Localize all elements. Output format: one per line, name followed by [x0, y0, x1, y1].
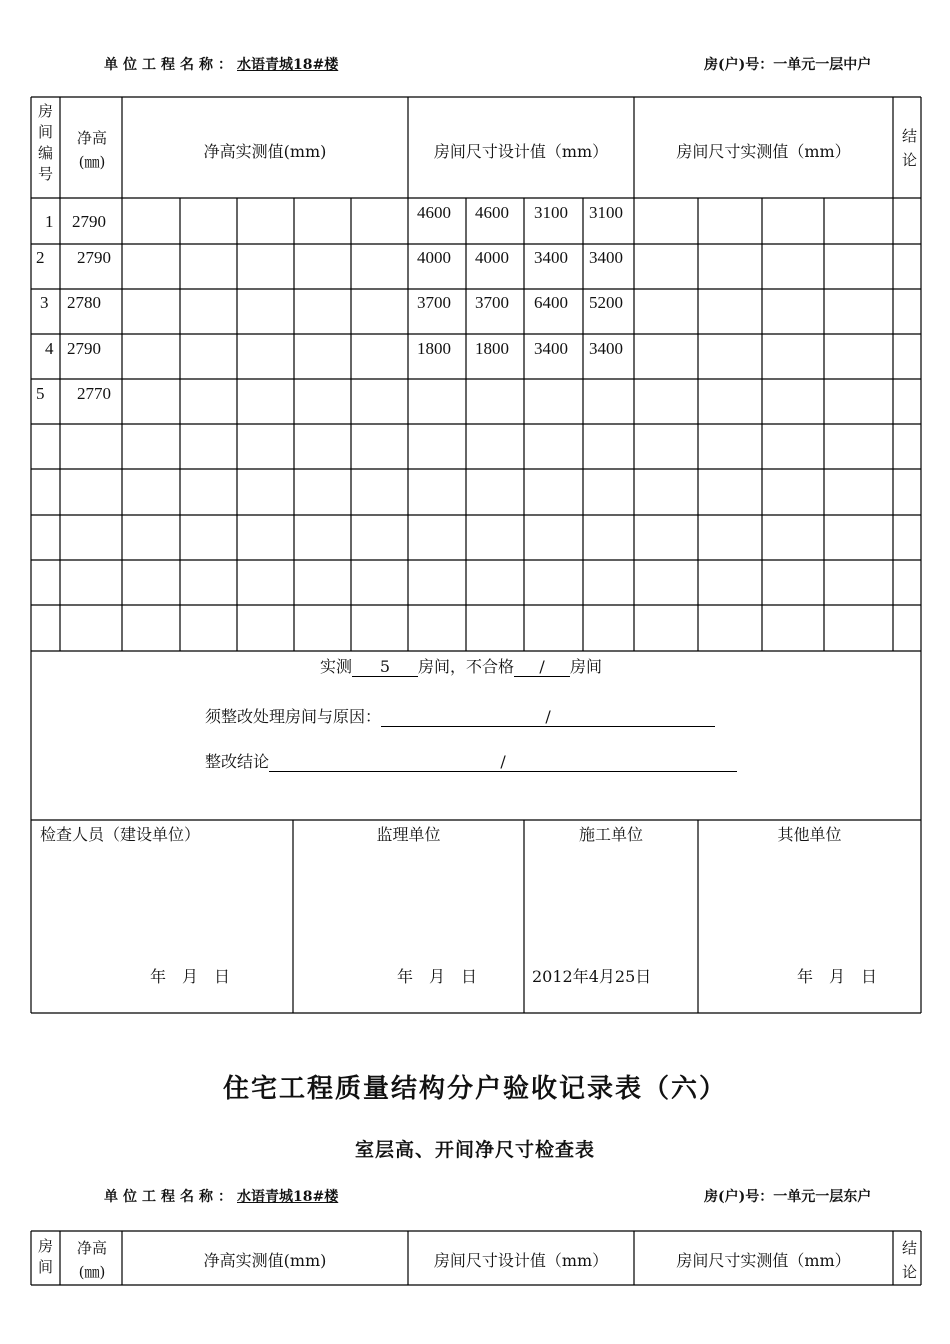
- rectify-line: [205, 704, 715, 727]
- design-value: 3100: [534, 203, 568, 222]
- room-no: 4: [45, 339, 54, 358]
- conclusion-value: /: [269, 752, 737, 772]
- table2-grid: [0, 1225, 950, 1344]
- design-value: 1800: [417, 339, 451, 358]
- table2-col-design-size-header: 房间尺寸设计值（mm）: [433, 1251, 609, 1270]
- col-net-height-unit-text: ㎜): [84, 1263, 106, 1281]
- supervisor-label: 监理单位: [376, 825, 441, 844]
- measured-mid: 房间，不合格: [418, 657, 515, 676]
- design-value: 3700: [475, 293, 509, 312]
- net-height: 2780: [67, 293, 101, 312]
- project-name-value: 水语青城18#楼: [237, 57, 339, 73]
- unit-number-value: 一单元一层东户: [773, 1189, 872, 1205]
- room-no: 1: [45, 212, 54, 231]
- constructor-date: 2012年4月25日: [532, 967, 652, 986]
- net-height: 2790: [72, 212, 106, 231]
- col-room-number-char: 号: [38, 165, 54, 183]
- col-room-number-char: 间: [38, 123, 54, 141]
- conclusion-line: [205, 749, 737, 772]
- room-no: 5: [36, 384, 45, 403]
- col-room-number-header: [38, 101, 53, 185]
- col-conclusion-char: 论: [902, 1263, 918, 1281]
- col-net-height-title: 净高: [76, 129, 107, 147]
- design-value: 3400: [589, 339, 623, 358]
- design-value: 4600: [417, 203, 451, 222]
- design-value: 6400: [534, 293, 568, 312]
- col-room-number-char: 房: [38, 102, 54, 120]
- col-net-height-header: [72, 126, 112, 174]
- page-title: 住宅工程质量结构分户验收记录表（六）: [222, 1074, 727, 1104]
- rectify-label: 须整改处理房间与原因：: [205, 707, 382, 726]
- col-measured-height-header: 净高实测值(mm): [203, 142, 327, 161]
- col-room-number-char: 编: [38, 144, 54, 162]
- col-conclusion-char: 结: [902, 1239, 918, 1257]
- room-no: 3: [40, 293, 49, 312]
- col-net-height-unit: (㎜): [78, 153, 106, 171]
- constructor-label: 施工单位: [578, 825, 643, 844]
- project-name-label: 单位工程名称：: [104, 1189, 237, 1205]
- project-name-label: 单位工程名称：: [104, 57, 237, 73]
- design-value: 3400: [589, 248, 623, 267]
- net-height: 2790: [67, 339, 101, 358]
- net-height: 2770: [77, 384, 111, 403]
- measured-suffix: 房间: [570, 657, 603, 676]
- inspector-label: 检查人员（建设单位）: [40, 825, 201, 844]
- project-name-value: 水语青城18#楼: [237, 1189, 339, 1205]
- design-value: 3700: [417, 293, 451, 312]
- col-room-number-char: 房: [38, 1237, 54, 1255]
- table2-col-conclusion-header: [902, 1236, 917, 1284]
- table2-col-actual-size-header: 房间尺寸实测值（mm）: [676, 1251, 851, 1270]
- col-conclusion-header: [902, 124, 917, 172]
- unit-number-value: 一单元一层中户: [773, 57, 872, 73]
- table2-col-room-number-header: [38, 1236, 53, 1278]
- design-value: 3400: [534, 339, 568, 358]
- col-actual-size-header: 房间尺寸实测值（mm）: [676, 142, 851, 161]
- col-net-height-unit-text: ㎜): [84, 153, 106, 171]
- other-unit-date: 年 月 日: [797, 967, 878, 986]
- col-room-number-char: 间: [38, 1258, 54, 1276]
- project-name-line-2: [104, 1186, 338, 1206]
- design-value: 4000: [417, 248, 451, 267]
- col-design-size-header: 房间尺寸设计值（mm）: [433, 142, 609, 161]
- design-value: 5200: [589, 293, 623, 312]
- unit-number-line-2: [704, 1186, 871, 1206]
- rectify-value: /: [381, 707, 715, 727]
- design-value: 3100: [589, 203, 623, 222]
- col-net-height-title: 净高: [76, 1239, 107, 1257]
- measured-count: 5: [352, 657, 418, 677]
- col-conclusion-char: 结: [902, 127, 918, 145]
- room-no: 2: [36, 248, 45, 267]
- net-height: 2790: [77, 248, 111, 267]
- inspector-date: 年 月 日: [150, 967, 231, 986]
- supervisor-date: 年 月 日: [397, 967, 478, 986]
- measured-prefix: 实测: [320, 657, 353, 676]
- measured-summary-line: [320, 654, 602, 677]
- design-value: 1800: [475, 339, 509, 358]
- table2-col-measured-height-header: 净高实测值(mm): [203, 1251, 327, 1270]
- unit-number-label: 房(户)号：: [704, 57, 774, 73]
- page-subtitle: 室层高、开间净尺寸检查表: [354, 1139, 595, 1161]
- other-unit-label: 其他单位: [777, 825, 842, 844]
- design-value: 4000: [475, 248, 509, 267]
- design-value: 4600: [475, 203, 509, 222]
- unit-number-label: 房(户)号：: [704, 1189, 774, 1205]
- design-value: 3400: [534, 248, 568, 267]
- conclusion-label: 整改结论: [205, 752, 270, 771]
- col-conclusion-char: 论: [902, 151, 918, 169]
- unqualified-count: /: [514, 657, 570, 677]
- table2-col-net-height-header: [72, 1236, 112, 1284]
- col-net-height-unit: (㎜): [78, 1263, 106, 1281]
